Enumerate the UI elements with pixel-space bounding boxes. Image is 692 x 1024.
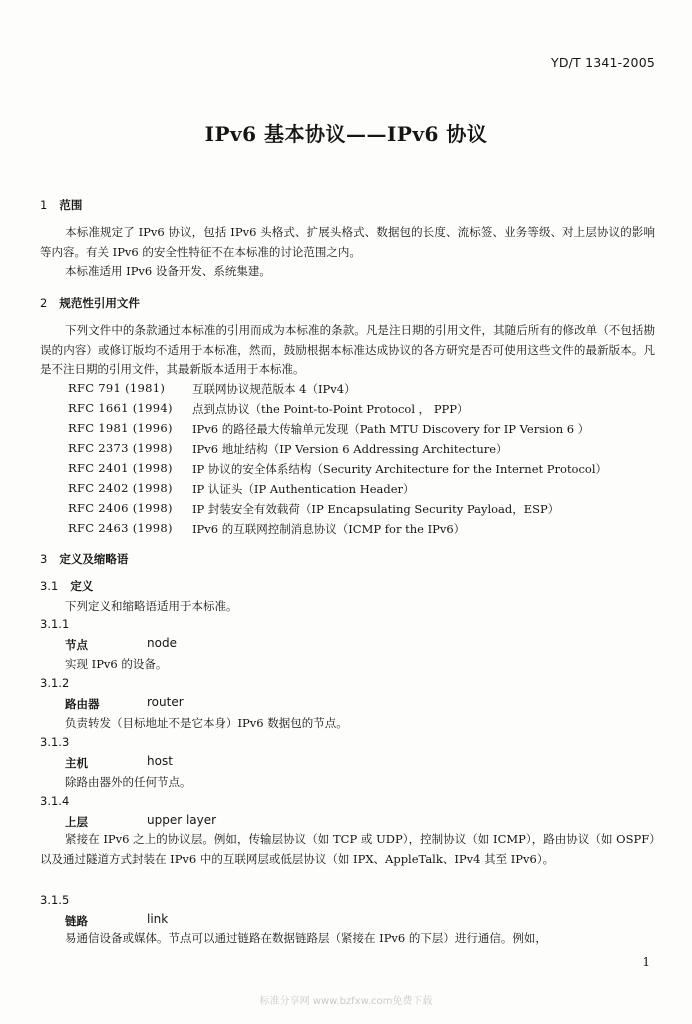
ref-code: RFC 2401 (1998) [68,461,173,475]
term-number: 3.1.2 [40,676,70,690]
definitions-intro: 下列定义和缩略语适用于本标准。 [65,599,238,613]
ref-code: RFC 791 (1981) [68,381,166,395]
ref-code: RFC 1981 (1996) [68,421,173,435]
term-number: 3.1.4 [40,794,70,808]
section-number: 3 [40,552,48,566]
term-definition: 除路由器外的任何节点。 [65,775,192,789]
term-definition: 实现 IPv6 的设备。 [65,657,168,671]
ref-code: RFC 2402 (1998) [68,481,173,495]
references-intro: 下列文件中的条款通过本标准的引用而成为本标准的条款。凡是注日期的引用文件，其随后所有的修改单（不包括勘误的内容）或修订版均不适用于本标准，然而，鼓励根据本标准达成协议的各方研究是否可使用这些文件的最新版本。凡是不注日期的引用文件，其最新版本适用于本标准。 [40,323,655,376]
term-english: link [147,912,169,926]
scope-paragraph-2: 本标准适用 IPv6 设备开发、系统集建。 [65,264,271,278]
subsection-number: 3.1 [40,579,59,593]
ref-title: IPv6 地址结构（IP Version 6 Addressing Architecture） [192,442,508,456]
term-chinese: 链路 [65,914,88,928]
term-english: node [147,636,177,650]
page-number: 1 [642,955,650,969]
term-number: 3.1.3 [40,735,70,749]
section-title: 范围 [59,198,83,212]
term-number: 3.1.5 [40,893,70,907]
term-chinese: 上层 [65,815,88,829]
ref-code: RFC 2373 (1998) [68,441,173,455]
ref-title: 互联网协议规范版本 4（IPv4） [192,382,356,396]
page-title: IPv6 基本协议——IPv6 协议 [204,122,488,146]
ref-title: IPv6 的路径最大传输单元发现（Path MTU Discovery for IP Version 6 ） [192,422,590,436]
term-definition: 紧接在 IPv6 之上的协议层。例如，传输层协议（如 TCP 或 UDP），控制协议（如 ICMP），路由协议（如 OSPF）以及通过隧道方式封装在 IPv6 中的互联网层或低层协议（如 IPX、AppleTalk、IPv4 其至 IPv6）。 [40,832,655,866]
subsection-title: 定义 [70,579,94,593]
ref-title: 点到点协议（the Point-to-Point Protocol ， PPP） [192,402,469,416]
term-english: host [147,754,173,768]
term-english: upper layer [147,813,217,827]
ref-title: IP 认证头（IP Authentication Header） [192,482,415,496]
ref-title: IP 封装安全有效载荷（IP Encapsulating Security Payload，ESP） [192,502,560,516]
ref-code: RFC 2463 (1998) [68,521,173,535]
term-definition: 负责转发（目标地址不是它本身）IPv6 数据包的节点。 [65,716,348,730]
section-number: 2 [40,296,48,310]
section-title: 规范性引用文件 [59,296,140,310]
section-2-heading [40,295,140,311]
ref-code: RFC 1661 (1994) [68,401,173,415]
section-title: 定义及缩略语 [59,552,129,566]
term-chinese: 路由器 [65,697,100,711]
section-1-heading [40,197,82,213]
document-number: YD/T 1341-2005 [550,55,655,70]
subsection-3-1-heading [40,578,93,594]
ref-code: RFC 2406 (1998) [68,501,173,515]
term-number: 3.1.1 [40,617,70,631]
section-number: 1 [40,198,48,212]
footer-watermark: 标准分享网 www.bzfxw.com免费下载 [259,996,433,1007]
term-chinese: 节点 [65,638,88,652]
term-chinese: 主机 [65,756,88,770]
ref-title: IPv6 的互联网控制消息协议（ICMP for the IPv6） [192,522,466,536]
term-english: router [147,695,184,709]
term-definition: 易通信设备或媒体。节点可以通过链路在数据链路层（紧接在 IPv6 的下层）进行通信。例如， [65,931,547,945]
section-3-heading [40,551,128,567]
ref-title: IP 协议的安全体系结构（Security Architecture for the Internet Protocol） [192,462,608,476]
scope-paragraph-1: 本标准规定了 IPv6 协议，包括 IPv6 头格式、扩展头格式、数据包的长度、流标签、业务等级、对上层协议的影响等内容。有关 IPv6 的安全性特征不在本标准的讨论范围之内。 [40,225,655,259]
